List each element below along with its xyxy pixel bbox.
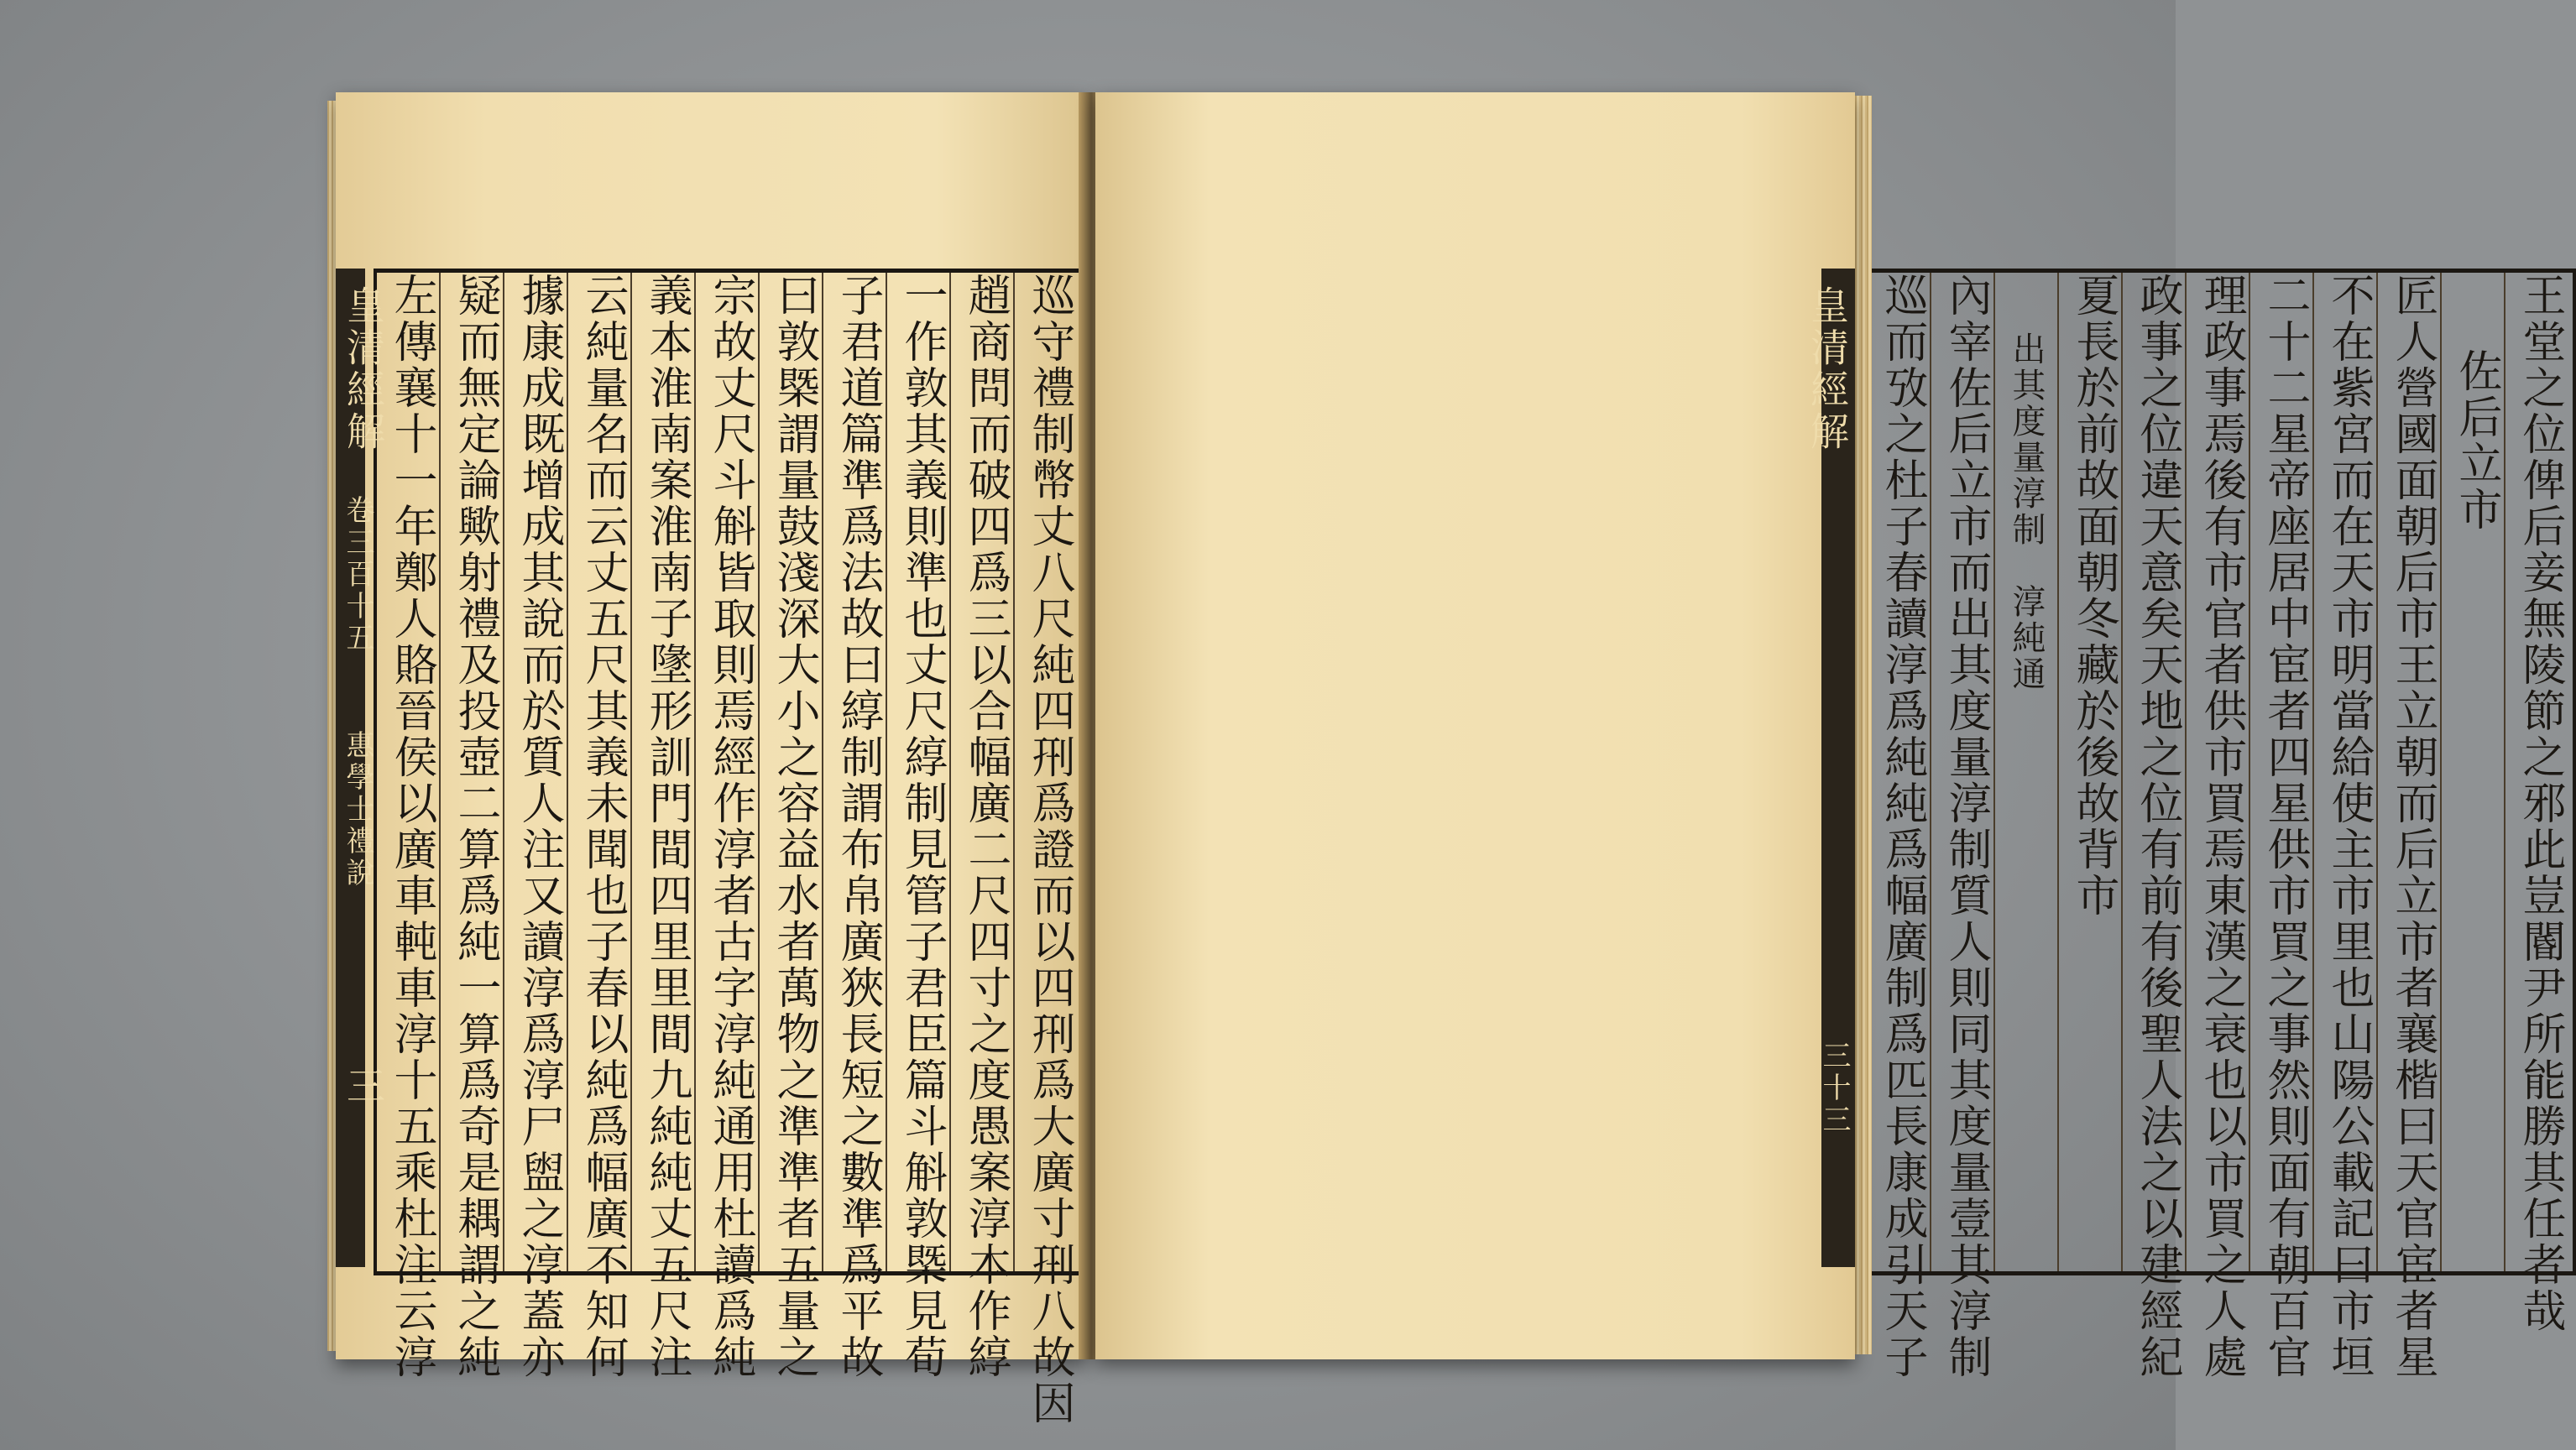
left-margin-page-number: 三 — [341, 1066, 386, 1108]
left-column-9: 據康成既增成其說而於質人注又讀淳爲淳尸盥之淳蓋亦 — [514, 273, 564, 1380]
left-page — [336, 92, 1087, 1427]
column-rule — [2440, 273, 2442, 1271]
column-rule — [2057, 273, 2059, 1271]
right-column-1: 王堂之位俾后妾無陵節之邪此豈閽尹所能勝其任者哉 — [2515, 273, 2565, 1334]
left-column-6: 宗故丈尺斗斛皆取則焉經作淳者古字淳純通用杜讀爲純 — [705, 273, 755, 1380]
column-rule — [822, 273, 823, 1271]
left-column-10: 疑而無定論歟射禮及投壺二算爲純一算爲奇是耦謂之純 — [450, 273, 500, 1380]
column-rule — [694, 273, 696, 1271]
right-column-7: 政事之位違天意矣天地之位有前有後聖人法之以建經紀 — [2132, 273, 2182, 1380]
right-page — [1095, 92, 2565, 1380]
open-book — [327, 84, 2565, 1427]
column-rule — [886, 273, 887, 1271]
right-column-11: 巡而攷之杜子春讀淳爲純純爲幅廣制爲匹長康成引天子 — [1877, 273, 1927, 1380]
column-rule — [1013, 273, 1015, 1271]
left-margin-title: 皇清經解 — [341, 285, 386, 453]
column-rule — [2249, 273, 2250, 1271]
left-column-3: 一作敦其義則準也丈尺綧制見管子君臣篇斗斛敦槩見荀 — [896, 273, 947, 1380]
right-column-9: 出其度量淳制 淳純通 — [2007, 331, 2046, 692]
column-rule — [758, 273, 760, 1271]
column-rule — [2312, 273, 2314, 1271]
left-column-1: 巡守禮制幣丈八尺純四𠛬爲證而以四𠛬爲大廣寸𠛬八故因 — [1024, 273, 1074, 1427]
right-column-6: 理政事焉後有市官者供市買焉東漢之衰也以市買之人處 — [2196, 273, 2246, 1380]
left-text-frame — [374, 269, 1082, 1427]
right-column-2: 佐后立市 — [2451, 348, 2501, 533]
left-column-2: 趙商問而破四爲三以合幅廣二尺四寸之度愚案淳本作綧 — [960, 273, 1011, 1380]
column-rule — [2185, 273, 2187, 1271]
left-column-8: 云純量名而云丈五尺其義未聞也子春以純爲幅廣不知何 — [577, 273, 628, 1380]
column-rule — [2376, 273, 2378, 1271]
column-rule — [1993, 273, 1995, 1271]
right-column-10: 內宰佐后立市而出其度量淳制質人則同其度量壹其淳制 — [1941, 273, 1991, 1380]
right-column-3: 匠人營國面朝后市王立朝而后立市者襄楷曰天官宦者星 — [2387, 273, 2438, 1380]
column-rule — [503, 273, 504, 1271]
right-margin-title: 皇清經解 — [1805, 285, 1850, 453]
left-margin-volume: 卷三百十五 — [341, 495, 374, 655]
right-column-4: 不在紫宮而在天市明當給使主市里也山陽公載記曰市垣 — [2323, 273, 2374, 1380]
left-column-4: 子君道篇準爲法故曰綧制謂布帛廣狹長短之數準爲平故 — [833, 273, 883, 1380]
right-margin-page-number: 三十三 — [1817, 1041, 1851, 1136]
column-rule — [2504, 273, 2505, 1271]
right-column-5: 二十二星帝座居中宦者四星供市買之事然則面有朝百官 — [2260, 273, 2310, 1380]
right-text-frame — [1872, 269, 2576, 1380]
left-column-11: 左傳襄十一年鄭人賂晉侯以廣車軘車淳十五乘杜注云淳 — [386, 273, 436, 1380]
column-rule — [439, 273, 441, 1271]
left-margin-author: 惠學士禮說 — [341, 730, 374, 889]
right-column-8: 夏長於前故面朝冬藏於後故背市 — [2068, 273, 2119, 919]
column-rule — [1930, 273, 1931, 1271]
column-rule — [2121, 273, 2123, 1271]
column-rule — [630, 273, 632, 1271]
left-column-5: 曰敦槩謂量鼓淺深大小之容益水者萬物之準準者五量之 — [769, 273, 819, 1380]
column-rule — [567, 273, 568, 1271]
column-rule — [949, 273, 951, 1271]
left-column-7: 義本淮南案淮南子墬形訓門間四里里間九純純丈五尺注 — [641, 273, 692, 1380]
